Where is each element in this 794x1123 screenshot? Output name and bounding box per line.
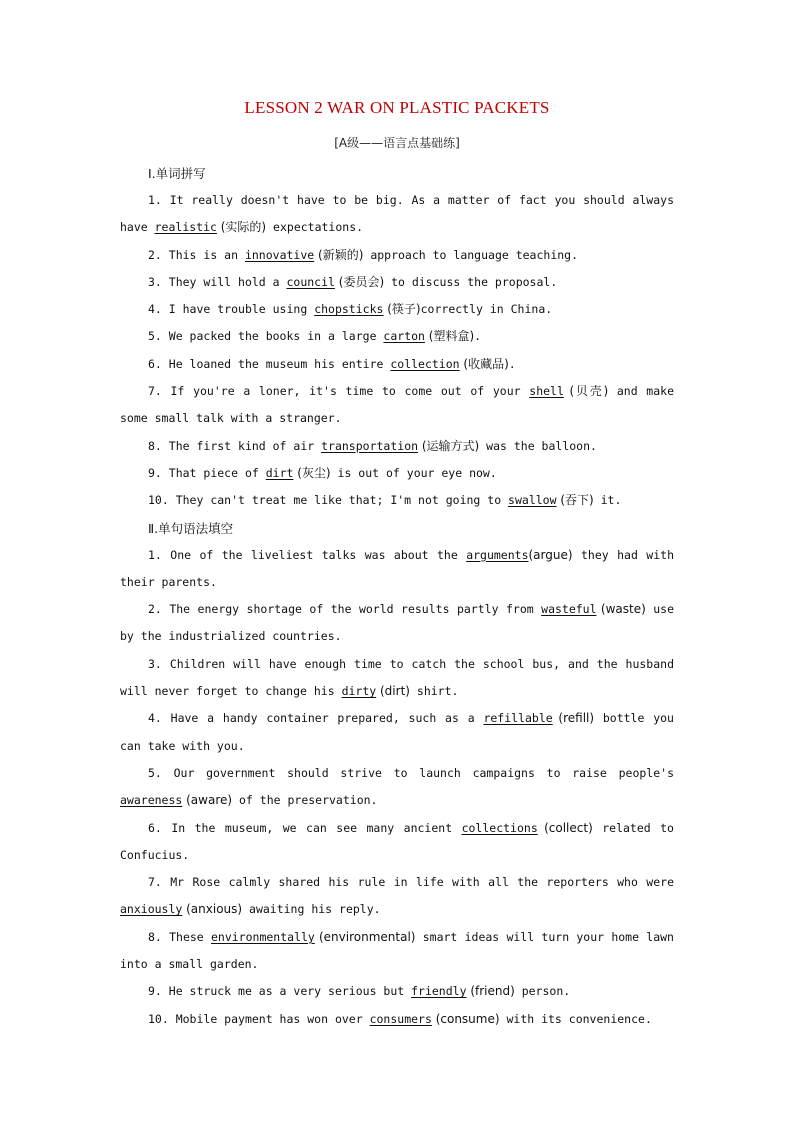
item-number: 6. [148, 356, 169, 371]
item-text-before: We packed the books in a large [168, 329, 384, 344]
item-text-before: The first kind of air [168, 438, 322, 453]
item-text-before: They will hold a [168, 274, 287, 289]
item-text-before: That piece of [168, 465, 266, 480]
item-hint: (贝壳) [563, 384, 609, 399]
item-hint: (实际的) [216, 220, 267, 235]
item-number: 9. [148, 465, 169, 480]
item-hint: (waste) [596, 602, 646, 617]
item-number: 9. [148, 984, 169, 999]
item-hint: (anxious) [182, 902, 243, 917]
item-answer: environmentally [210, 929, 315, 944]
item-answer: chopsticks [314, 302, 384, 317]
item-text-after: . [474, 329, 482, 344]
item-text-after: was the balloon. [479, 438, 597, 453]
item-answer: collection [390, 356, 460, 371]
item-answer: wasteful [541, 602, 597, 617]
item-hint: (塑料盒) [424, 329, 475, 344]
exercise-item [120, 542, 674, 597]
exercise-item [120, 815, 674, 870]
item-text-after: is out of your eye now. [330, 465, 497, 480]
item-answer: dirty [341, 684, 377, 699]
item-text-after: . [508, 356, 516, 371]
item-text-after: of the preservation. [232, 793, 378, 808]
item-text-after: related to Confucius. [120, 820, 674, 862]
item-text-before: In the museum, we can see many ancient [171, 820, 462, 835]
item-number: 4. [148, 711, 171, 726]
item-number: 7. [148, 875, 171, 890]
item-text-before: Have a handy container prepared, such as a [170, 711, 484, 726]
item-number: 5. [148, 765, 174, 780]
exercise-item [120, 323, 674, 350]
exercise-item [120, 187, 674, 242]
item-text-before: I have trouble using [168, 302, 315, 317]
item-hint: (灰尘) [293, 465, 331, 480]
item-number: 10. [148, 1011, 176, 1026]
exercise-item [120, 924, 674, 979]
exercise-item [120, 269, 674, 296]
item-hint: (collect) [537, 820, 593, 835]
item-text-after: to discuss the proposal. [384, 274, 558, 289]
item-answer: council [286, 274, 335, 289]
item-number: 2. [148, 247, 169, 262]
item-text-after: correctly in China. [420, 302, 553, 317]
item-hint: (argue) [528, 547, 573, 562]
item-number: 1. [148, 547, 171, 562]
item-number: 1. [148, 193, 170, 207]
item-text-after: awaiting his reply. [242, 902, 381, 917]
item-text-after: person. [514, 984, 571, 999]
item-answer: refillable [483, 711, 553, 726]
lesson-title: LESSON 2 WAR ON PLASTIC PACKETS [244, 98, 550, 117]
item-number: 8. [148, 438, 169, 453]
exercise-item [120, 351, 674, 378]
item-text-before: Our government should strive to launch campaigns to raise people's [173, 765, 674, 780]
item-answer: friendly [411, 984, 467, 999]
item-text-before: If you're a loner, it's time to come out of your [170, 384, 530, 399]
item-text-after: bottle you can take with you. [120, 711, 674, 753]
item-text-before: Mobile payment has won over [175, 1011, 370, 1026]
item-hint: (吞下) [556, 493, 594, 508]
item-answer: dirt [265, 465, 294, 480]
exercise-item [120, 433, 674, 460]
item-text-after: it. [593, 493, 622, 508]
item-number: 3. [148, 656, 170, 671]
item-hint: (consume) [431, 1011, 500, 1026]
item-number: 5. [148, 329, 169, 344]
item-hint: (新颖的) [314, 247, 364, 262]
item-answer: collections [461, 820, 538, 835]
item-answer: innovative [244, 247, 315, 262]
item-hint: (aware) [182, 793, 233, 808]
item-hint: (environmental) [314, 929, 416, 944]
exercise-item [120, 651, 674, 706]
item-answer: carton [383, 329, 425, 344]
item-answer: shell [529, 384, 564, 399]
item-text-before: He struck me as a very serious but [168, 984, 412, 999]
item-text-after: they had with their parents. [120, 547, 674, 589]
item-hint: (委员会) [334, 274, 385, 289]
item-number: 4. [148, 302, 169, 317]
item-hint: (dirt) [376, 684, 410, 699]
item-text-after: and make some small talk with a stranger. [120, 384, 675, 426]
item-text-after: shirt. [409, 684, 459, 699]
item-text-before: He loaned the museum his entire [168, 356, 391, 371]
item-text-after: use by the industrialized countries. [120, 602, 675, 644]
item-answer: consumers [369, 1011, 432, 1026]
item-text-before: One of the liveliest talks was about the [170, 547, 467, 562]
exercise-item [120, 378, 674, 433]
item-number: 3. [148, 274, 169, 289]
exercise-item [120, 978, 674, 1005]
exercise-item [120, 296, 674, 323]
exercise-item [120, 1006, 674, 1033]
item-text-before: This is an [168, 247, 245, 262]
item-answer: anxiously [120, 902, 183, 917]
item-hint: (friend) [466, 984, 515, 999]
item-number: 8. [148, 929, 170, 944]
exercise-item [120, 869, 674, 924]
item-hint: (收藏品) [459, 356, 509, 371]
item-text-after: with its convenience. [499, 1011, 652, 1026]
item-hint: (运输方式) [418, 438, 480, 453]
item-answer: swallow [508, 493, 557, 508]
item-hint: (筷子) [383, 302, 421, 317]
section-heading: Ⅱ.单句语法填空 [148, 520, 234, 536]
item-text-before: Children will have enough time to catch the school bus, and the husband will never forget to change his [120, 656, 674, 699]
exercise-item [120, 242, 674, 269]
exercise-item [120, 487, 674, 514]
item-text-before: The energy shortage of the world results partly from [169, 602, 542, 617]
item-list [120, 542, 674, 1033]
item-number: 6. [148, 820, 172, 835]
exercise-item [120, 460, 674, 487]
exercise-content [120, 160, 674, 1033]
exercise-item [120, 705, 674, 760]
item-text-before: It really doesn't have to be big. As a matter of fact you should always have [120, 193, 674, 235]
item-text-after: approach to language teaching. [363, 247, 579, 262]
item-list [120, 187, 674, 515]
item-answer: arguments [466, 547, 529, 562]
item-number: 7. [148, 384, 171, 399]
item-answer: realistic [154, 220, 217, 235]
item-number: 2. [148, 602, 170, 617]
item-answer: awareness [120, 793, 183, 808]
item-text-before: They can't treat me like that; I'm not going to [175, 493, 509, 508]
item-text-after: smart ideas will turn your home lawn into a small garden. [120, 929, 674, 972]
exercise-item [120, 596, 674, 651]
level-subtitle: [A级——语言点基础练] [334, 136, 460, 150]
item-answer: transportation [321, 438, 419, 453]
item-number: 10. [148, 493, 176, 508]
section-spelling [120, 160, 674, 515]
section-grammar-fill [120, 515, 674, 1033]
item-text-after: expectations. [266, 220, 364, 235]
item-text-before: These [169, 929, 211, 944]
exercise-item [120, 760, 674, 815]
item-text-before: Mr Rose calmly shared his rule in life with all the reporters who were [170, 875, 674, 890]
section-heading: Ⅰ.单词拼写 [148, 166, 206, 181]
item-hint: (refill) [552, 711, 595, 726]
